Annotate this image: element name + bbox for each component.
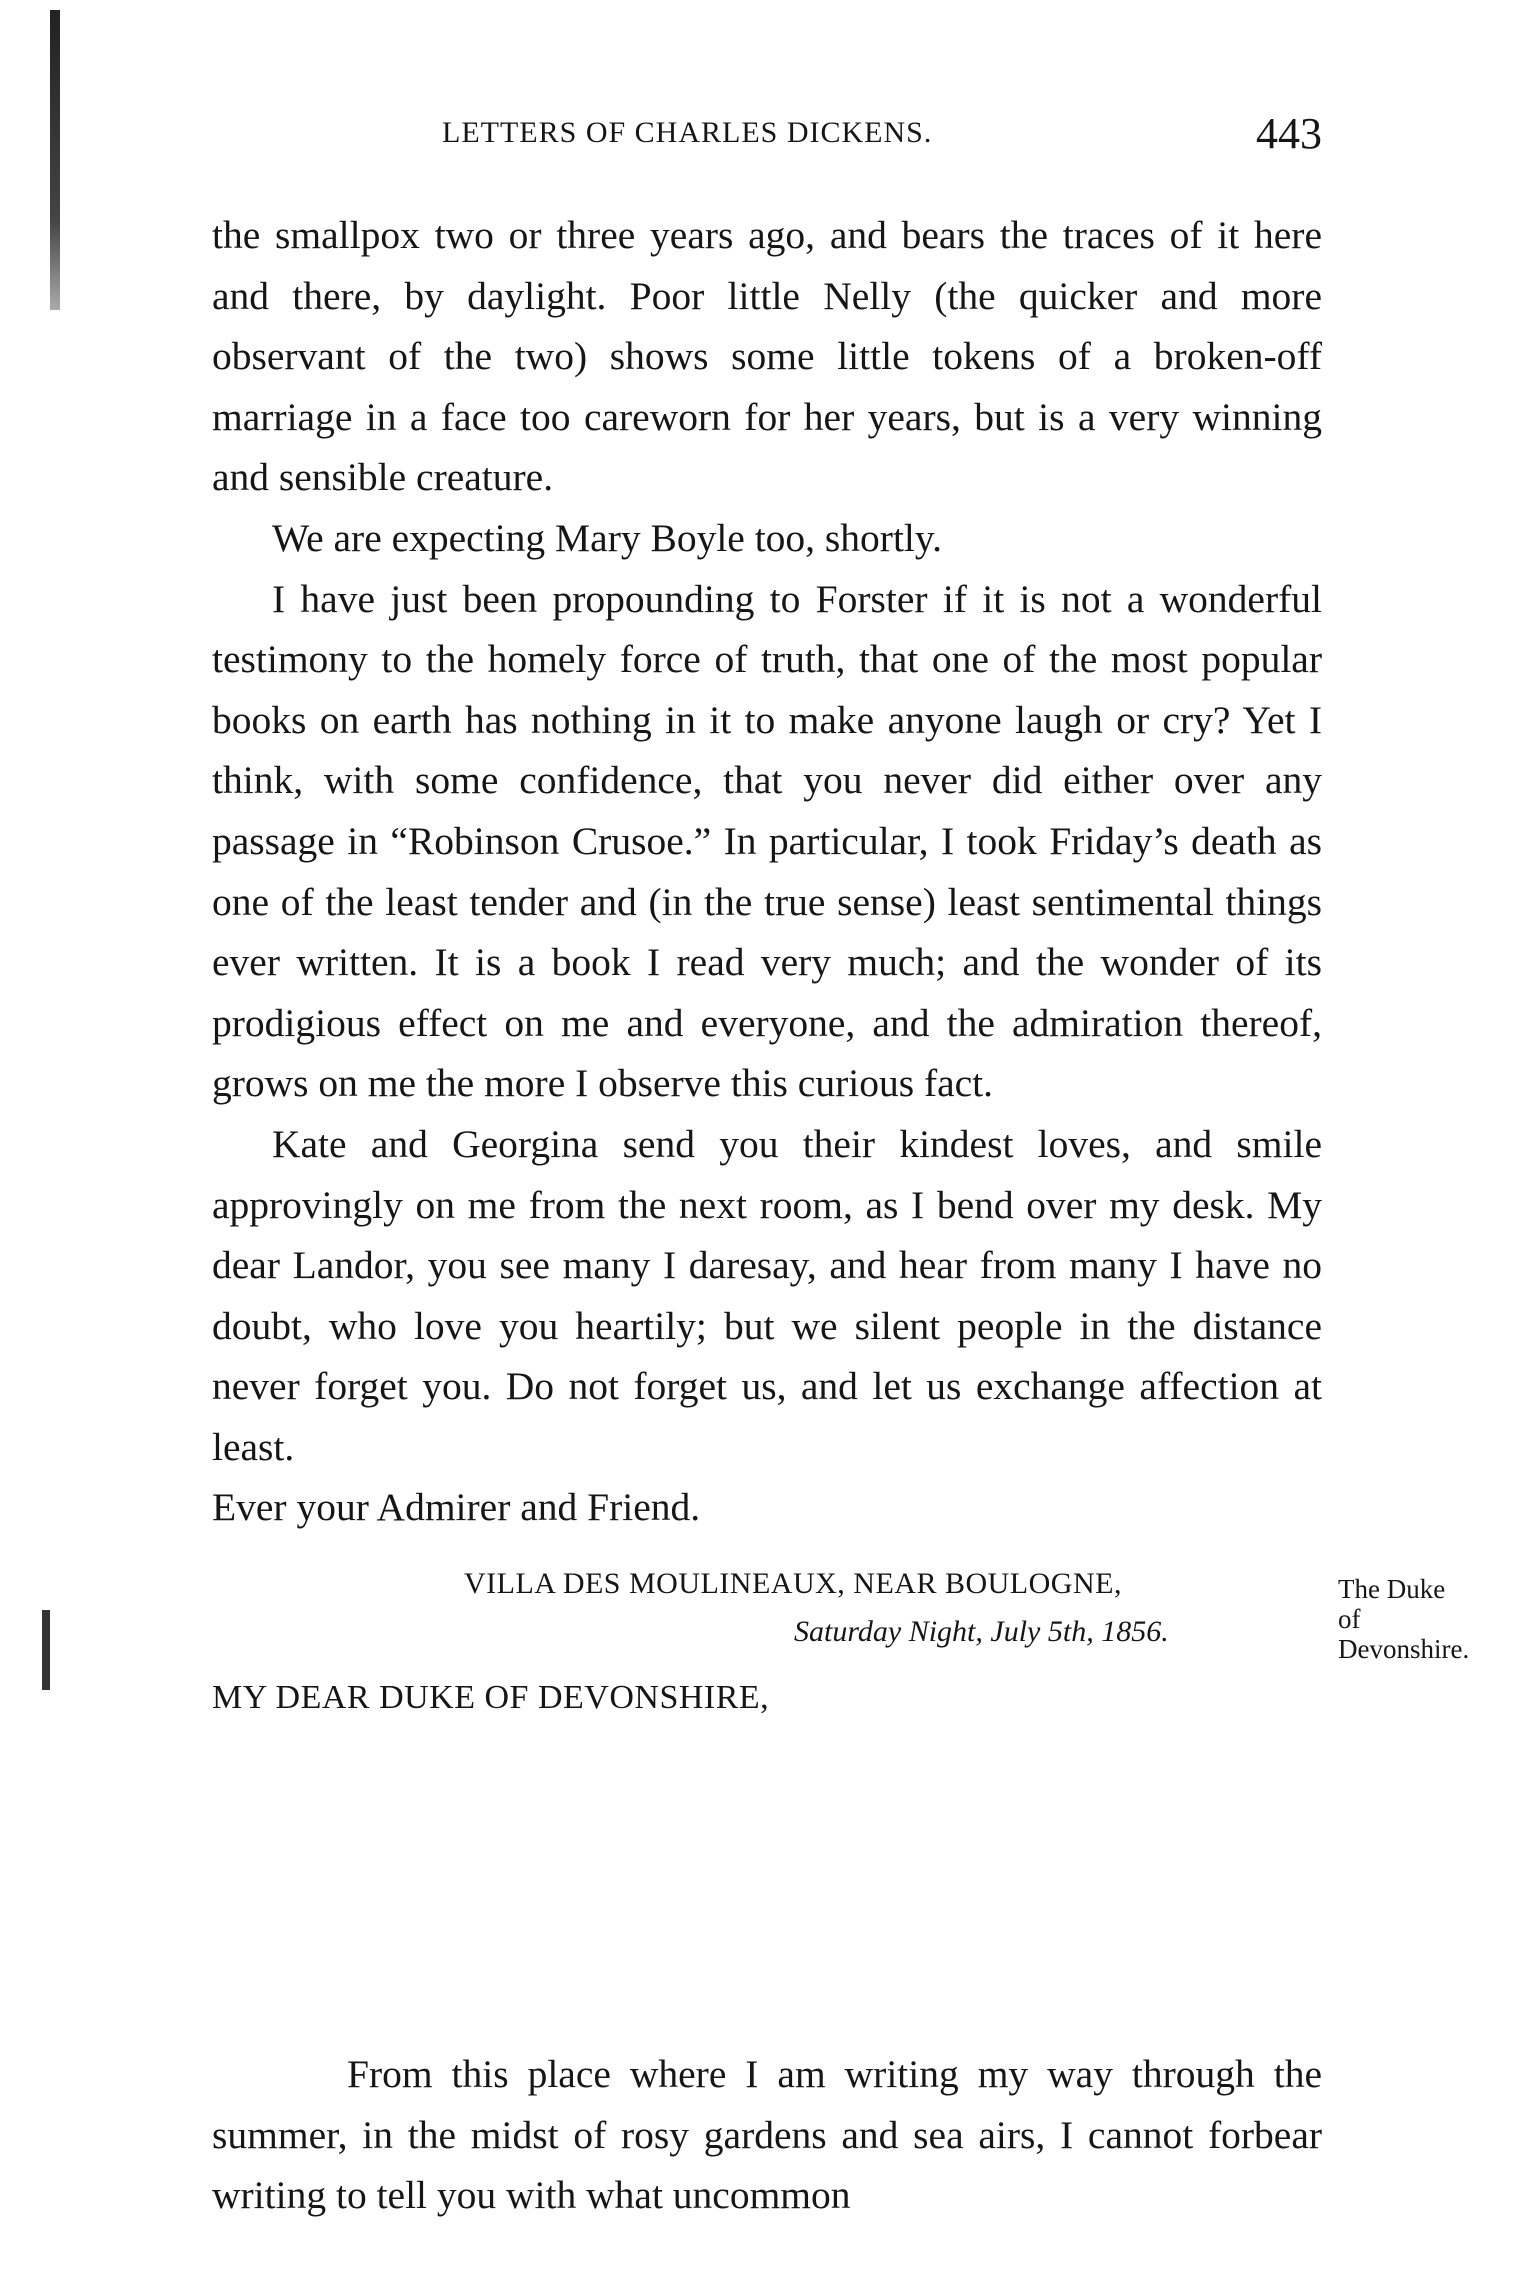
scan-edge-mark <box>50 10 60 310</box>
letter-place: VILLA DES MOULINEAUX, NEAR BOULOGNE, <box>464 1567 1122 1600</box>
paragraph: From this place where I am writing my way through the summer, in the midst of rosy gardens and sea airs, I cannot forbear writing to tell you with what uncommon <box>212 2052 1322 2218</box>
paragraph: Kate and Georgina send you their kindest loves, and smile approvingly on me from the next room, as I bend over my desk. My dear Landor, you see many I daresay, and hear from many I have no doubt, who love you heartily; but we silent people in the distance never forget you. Do not forget us, and let us exchange affection at least. <box>212 1121 1322 1469</box>
letter-one-body <box>212 205 1322 1538</box>
page-number: 443 <box>1256 109 1322 158</box>
letter-two-body <box>212 2044 1322 2226</box>
paragraph: We are expecting Mary Boyle too, shortly. <box>272 515 942 560</box>
letter-date: Saturday Night, July 5th, 1856. <box>794 1615 1169 1648</box>
scan-margin-mark <box>42 1610 50 1690</box>
paragraph: the smallpox two or three years ago, and bears the traces of it here and there, by daylight. Poor little Nelly (the quicker and more observant of the two) shows some little tokens of a broken-off marriage in a face too careworn for her years, but is a very winning and sensible creature. <box>212 213 1322 500</box>
salutation: MY DEAR DUKE OF DEVONSHIRE, <box>212 1679 770 1716</box>
signature: Ever your Admirer and Friend. <box>212 1485 701 1530</box>
marginal-note: The Duke of Devonshire. <box>1338 1574 1470 1664</box>
paragraph: I have just been propounding to Forster if it is not a wonderful testimony to the homely force of truth, that one of the most popular books on earth has nothing in it to make anyone laugh or cry? Yet I think, with some confidence, that you never did either over any passage in “Robinson Crusoe.” In particular, I took Friday’s death as one of the least tender and (in the true sense) least sentimental things ever written. It is a book I read very much; and the wonder of its prodigious effect on me and everyone, and the admiration thereof, grows on me the more I observe this curious fact. <box>212 576 1322 1106</box>
running-head <box>212 108 1322 158</box>
running-title: LETTERS OF CHARLES DICKENS. <box>442 116 933 149</box>
letter-two-heading <box>212 1567 1322 1717</box>
